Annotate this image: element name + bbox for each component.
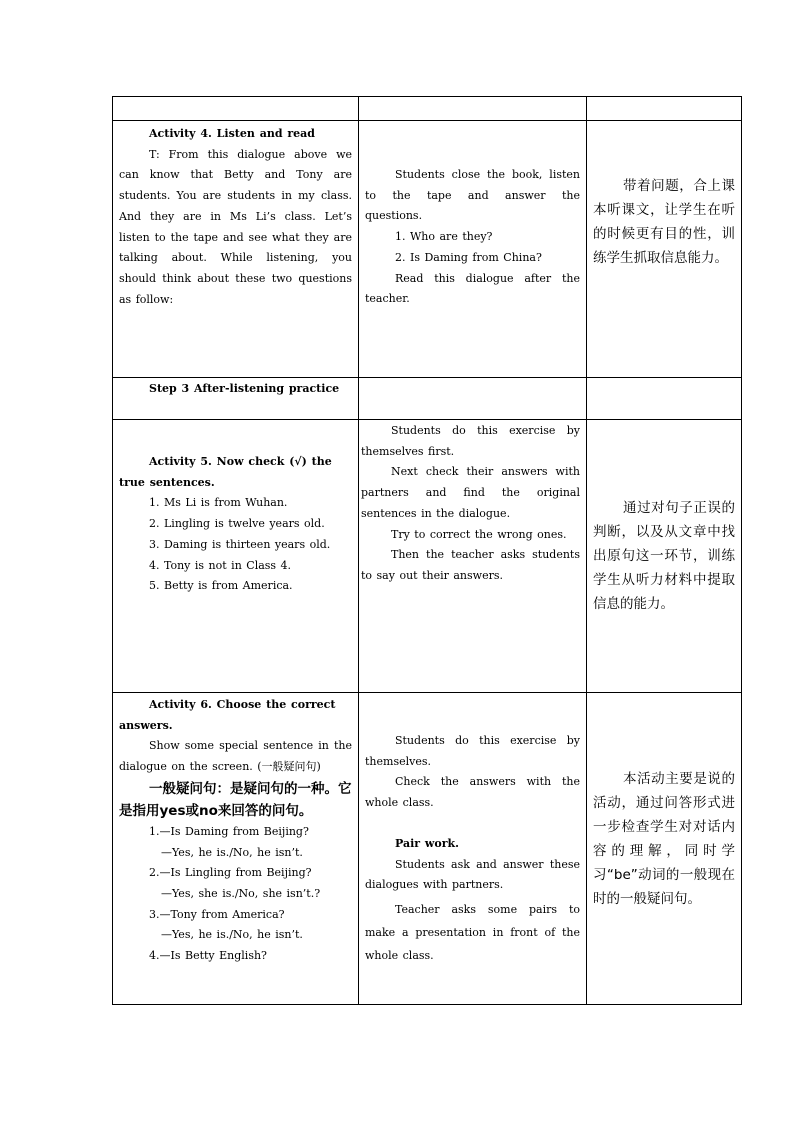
activity6-teacher-cell (113, 693, 359, 1005)
activity5-sentence-3: 3. Daming is thirteen years old. (149, 537, 331, 551)
activity4-students-outro: Read this dialogue after the teacher. (365, 271, 580, 306)
activity5-sentence-1: 1. Ms Li is from Wuhan. (149, 496, 288, 510)
activity4-purpose-cell (587, 121, 742, 378)
activity6-title: Activity 6. Choose the correct answers. (119, 698, 336, 732)
activity6-a2: —Yes, she is./No, she isn’t.? (161, 886, 321, 900)
activity5-purpose: 通过对句子正误的判断，以及从文章中找出原句这一环节，训练学生从听力材料中提取信息的能力。 (593, 500, 735, 612)
activity4-teacher-text: T: From this dialogue above we can know that Betty and Tony are students. You are students in my class. And they are in Ms Li’s class. Let’s listen to the tape and see what they are talking about. While listening, you should think about these two questions as follow: (119, 147, 352, 306)
activity6-intro: Show some special sentence in the dialogue on the screen. (一般疑问句) (119, 739, 352, 774)
cell-empty (587, 378, 742, 420)
activity6-q1: 1.—Is Daming from Beijing? (149, 824, 309, 838)
step3-cell (113, 378, 359, 420)
activity5-teacher-cell (113, 420, 359, 693)
activity5-sentence-4: 4. Tony is not in Class 4. (149, 558, 292, 572)
activity5-students-4: Then the teacher asks students to say out their answers. (361, 548, 580, 582)
activity5-students-1: Students do this exercise by themselves first. (361, 424, 580, 458)
activity5-students-3: Try to correct the wrong ones. (391, 527, 567, 541)
activity4-students-cell (359, 121, 587, 378)
activity5-title: Activity 5. Now check (√) the true sentences. (119, 455, 332, 489)
activity5-purpose-cell (587, 420, 742, 693)
table-row-activity5 (113, 420, 742, 693)
activity6-q4: 4.—Is Betty English? (149, 949, 267, 963)
cell-empty (359, 97, 587, 121)
activity6-q2: 2.—Is Lingling from Beijing? (149, 866, 312, 880)
activity4-question-2: 2. Is Daming from China? (395, 250, 542, 264)
activity6-a3: —Yes, he is./No, he isn’t. (161, 928, 303, 942)
activity5-students-cell (359, 420, 587, 693)
activity6-definition: 一般疑问句：是疑问句的一种。它是指用yes或no来回答的问句。 (119, 780, 352, 819)
activity6-students-cell (359, 693, 587, 1005)
step3-title: Step 3 After-listening practice (149, 382, 340, 395)
cell-empty (587, 97, 742, 121)
activity5-sentence-5: 5. Betty is from America. (149, 579, 293, 593)
activity5-students-2: Next check their answers with partners and find the original sentences in the dialogue. (361, 465, 580, 520)
cell-empty (359, 378, 587, 420)
lesson-plan-table (112, 96, 742, 1005)
activity6-purpose: 本活动主要是说的活动，通过问答形式进一步检查学生对对话内容的理解，同时学习“be”动词的一般现在时的一般疑问句。 (593, 770, 735, 907)
activity4-students-intro: Students close the book, listen to the tape and answer the questions. (365, 168, 580, 223)
activity6-students-1: Students do this exercise by themselves. (365, 734, 580, 768)
table-row-step3 (113, 378, 742, 420)
table-row-empty (113, 97, 742, 121)
activity6-pair-work: Pair work. (395, 836, 459, 850)
activity4-title: Activity 4. Listen and read (149, 127, 315, 140)
activity6-students-4: Teacher asks some pairs to make a presentation in front of the whole class. (365, 902, 580, 962)
activity6-students-2: Check the answers with the whole class. (365, 775, 580, 810)
table-row-activity4 (113, 121, 742, 378)
activity6-q3: 3.—Tony from America? (149, 907, 285, 921)
activity4-teacher-cell (113, 121, 359, 378)
cell-empty (113, 97, 359, 121)
table-row-activity6 (113, 693, 742, 1005)
activity4-question-1: 1. Who are they? (395, 230, 493, 244)
activity6-students-3: Students ask and answer these dialogues with partners. (365, 857, 580, 892)
spacer (365, 814, 580, 834)
activity5-sentence-2: 2. Lingling is twelve years old. (149, 517, 325, 531)
activity4-purpose: 带着问题，合上课本听课文，让学生在听的时候更有目的性，训练学生抓取信息能力。 (593, 177, 735, 266)
activity6-purpose-cell (587, 693, 742, 1005)
activity6-a1: —Yes, he is./No, he isn’t. (161, 845, 303, 859)
